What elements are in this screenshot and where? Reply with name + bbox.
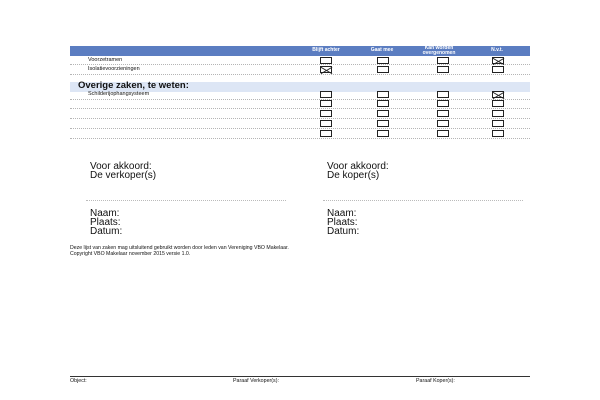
checkbox-blank2-blijft-achter[interactable] — [320, 110, 332, 117]
checkbox-schilderij-nvt[interactable] — [492, 91, 504, 98]
footer-object-label: Object: — [70, 378, 87, 384]
checkbox-isolatie-gaat-mee[interactable] — [377, 66, 389, 73]
checkbox-voorzetramen-nvt[interactable] — [492, 57, 504, 64]
footer-rule — [70, 376, 530, 377]
checkbox-blank2-gaat-mee[interactable] — [377, 110, 389, 117]
checkbox-blank4-blijft-achter[interactable] — [320, 130, 332, 137]
col-header-blijft-achter: Blijft achter — [312, 47, 340, 53]
buyer-date-label: Datum: — [327, 226, 360, 237]
row-divider — [70, 64, 530, 65]
buyer-approval-title: Voor akkoord: — [327, 161, 389, 172]
seller-date-label: Datum: — [90, 226, 123, 237]
checkbox-blank2-overgenomen[interactable] — [437, 110, 449, 117]
footer-seller-initials-label: Paraaf Verkoper(s): — [233, 378, 279, 384]
checkbox-isolatie-overgenomen[interactable] — [437, 66, 449, 73]
row-divider — [70, 99, 530, 100]
checkbox-blank4-gaat-mee[interactable] — [377, 130, 389, 137]
checkbox-blank3-nvt[interactable] — [492, 120, 504, 127]
buyer-name-label: Naam: — [327, 208, 357, 219]
seller-approval-title: Voor akkoord: — [90, 161, 152, 172]
checkbox-schilderij-gaat-mee[interactable] — [377, 91, 389, 98]
checkbox-voorzetramen-blijft-achter[interactable] — [320, 57, 332, 64]
checkbox-isolatie-nvt[interactable] — [492, 66, 504, 73]
checkbox-blank2-nvt[interactable] — [492, 110, 504, 117]
buyer-place-label: Plaats: — [327, 217, 358, 228]
checkbox-blank3-gaat-mee[interactable] — [377, 120, 389, 127]
row-divider — [70, 108, 530, 109]
checkbox-blank4-overgenomen[interactable] — [437, 130, 449, 137]
checkbox-schilderij-blijft-achter[interactable] — [320, 91, 332, 98]
seller-name-label: Naam: — [90, 208, 120, 219]
checkbox-voorzetramen-gaat-mee[interactable] — [377, 57, 389, 64]
checkbox-blank1-blijft-achter[interactable] — [320, 100, 332, 107]
footer-buyer-initials-label: Paraaf Koper(s): — [416, 378, 455, 384]
seller-signature-line — [86, 200, 286, 201]
checkbox-blank1-gaat-mee[interactable] — [377, 100, 389, 107]
checkbox-isolatie-blijft-achter[interactable] — [320, 66, 332, 73]
row-label-schilderijophangsysteem: Schilderijophangsysteem — [88, 91, 150, 97]
col-header-kan-worden-overgenomen: Kan worden overgenomen — [422, 45, 456, 56]
col-header-nvt: N.v.t. — [491, 47, 503, 53]
row-divider — [70, 118, 530, 119]
checkbox-blank1-overgenomen[interactable] — [437, 100, 449, 107]
copyright-notice: Copyright VBO Makelaar november 2015 versie 1.0. — [70, 251, 191, 257]
row-label-isolatievoorzieningen: Isolatievoorzieningen — [88, 66, 140, 72]
checkbox-blank3-overgenomen[interactable] — [437, 120, 449, 127]
seller-title: De verkoper(s) — [90, 170, 157, 181]
checkbox-voorzetramen-overgenomen[interactable] — [437, 57, 449, 64]
row-divider — [70, 74, 530, 75]
buyer-signature-line — [323, 200, 523, 201]
row-label-voorzetramen: Voorzetramen — [88, 57, 123, 63]
checkbox-schilderij-overgenomen[interactable] — [437, 91, 449, 98]
row-divider — [70, 128, 530, 129]
usage-notice: Deze lijst van zaken mag uitsluitend gebruikt worden door leden van Vereniging VBO Makelaar. — [70, 245, 289, 251]
checkbox-blank4-nvt[interactable] — [492, 130, 504, 137]
checkbox-blank1-nvt[interactable] — [492, 100, 504, 107]
section-title: Overige zaken, te weten: — [78, 80, 189, 91]
row-divider — [70, 138, 530, 139]
checkbox-blank3-blijft-achter[interactable] — [320, 120, 332, 127]
seller-place-label: Plaats: — [90, 217, 121, 228]
col-header-gaat-mee: Gaat mee — [370, 47, 394, 53]
buyer-title: De koper(s) — [327, 170, 380, 181]
